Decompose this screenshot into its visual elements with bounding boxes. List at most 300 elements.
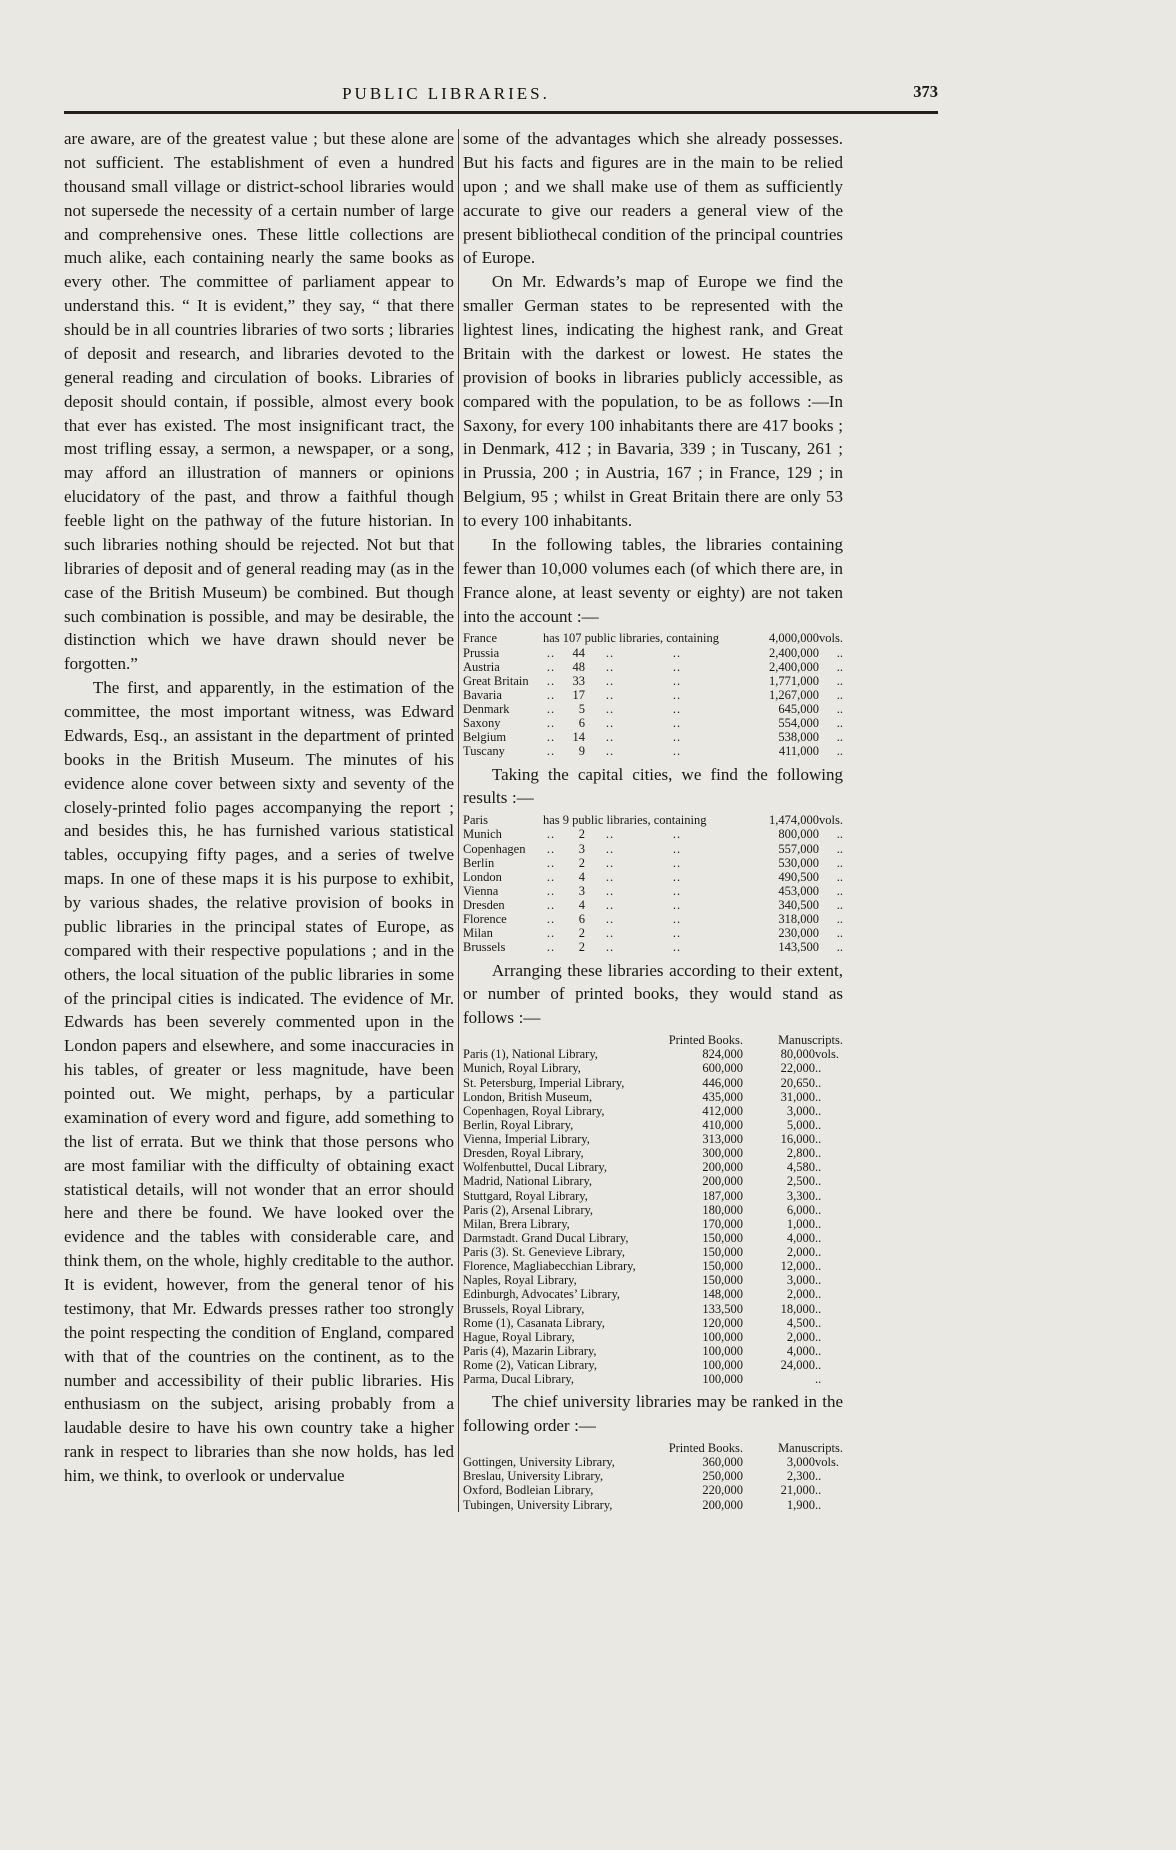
volumes-value: 340,500 — [778, 898, 820, 912]
dot-leader: .. — [546, 926, 556, 941]
unit-label: .. — [815, 1372, 822, 1387]
table-first-row — [463, 631, 843, 645]
manuscripts-value: 4,000 — [786, 1343, 815, 1358]
printed-books-value: 100,000 — [702, 1372, 743, 1387]
dot-leader: .. — [672, 869, 682, 884]
table-row — [463, 870, 843, 884]
table-row — [463, 1330, 843, 1344]
unit-label: .. — [815, 1103, 822, 1118]
table-row — [463, 1174, 843, 1188]
table-row — [463, 1302, 843, 1316]
paragraph: In the following tables, the libraries containing fewer than 10,000 volumes each (of which there are, in France alone, at least seventy or eighty) are not taken into the account :— — [463, 534, 843, 626]
printed-books-value: 446,000 — [702, 1075, 743, 1090]
library-name: Stuttgard, Royal Library, — [463, 1188, 588, 1203]
printed-books-value: 150,000 — [702, 1273, 743, 1288]
table-row — [463, 1217, 843, 1231]
volumes-value: 554,000 — [778, 716, 820, 731]
dot-leader: .. — [605, 702, 615, 716]
page-header — [64, 84, 938, 108]
library-name: Florence, Magliabecchian Library, — [463, 1259, 636, 1274]
library-name: Paris (4), Mazarin Library, — [463, 1343, 597, 1358]
library-name: Rome (1), Casanata Library, — [463, 1315, 605, 1330]
dot-leader: .. — [605, 926, 615, 941]
dot-leader: .. — [672, 659, 682, 674]
country-name: Tuscany — [463, 744, 505, 759]
printed-books-value: 180,000 — [702, 1202, 743, 1217]
table-row — [463, 1118, 843, 1132]
library-name: Breslau, University Library, — [463, 1469, 604, 1484]
volumes-value: 800,000 — [778, 827, 820, 842]
printed-books-value: 360,000 — [702, 1455, 743, 1470]
unit-label: .. — [815, 1259, 822, 1274]
paragraph: are aware, are of the greatest value ; but these alone are not sufficient. The establishment of even a hundred thousand small village or district-school libraries would not supersede the necessity of a certain number of large and comprehensive ones. These little collections are much alike, each containing nearly the same books as every other. The committee of parliament appear to understand this. “ It is evident,” they say, “ that there should be in all countries libraries of two sorts ; libraries of deposit and research, and libraries devoted to the general reading and circulation of books. Libraries of deposit should contain, if possible, almost every book that ever has existed. The most insignificant tract, the most trifling essay, a sermon, a newspaper, or a song, may afford an illustration of manners or opinions elucidatory of the past, and throw a faithful though feeble light on the pathway of the future historian. In such libraries nothing should be rejected. Not but that libraries of deposit and of general reading may (as in the case of the British Museum) be combined. But though such combination is possible, and may be desirable, the distinction which we have drawn should never be forgotten.” — [64, 129, 454, 674]
city-name: Brussels — [463, 940, 506, 955]
dot-leader: .. — [605, 898, 615, 912]
table-row — [463, 1146, 843, 1160]
library-name: Darmstadt. Grand Ducal Library, — [463, 1230, 629, 1245]
dot-leader: .. — [836, 855, 844, 870]
table-row — [463, 1160, 843, 1174]
dot-leader: .. — [836, 673, 844, 688]
manuscripts-value: 3,300 — [786, 1188, 815, 1203]
dot-leader: .. — [546, 730, 556, 745]
unit-label: .. — [815, 1483, 822, 1498]
unit-label: .. — [815, 1315, 822, 1330]
library-count: 4 — [578, 898, 585, 912]
unit-label: .. — [815, 1358, 822, 1372]
printed-books-value: 150,000 — [702, 1245, 743, 1259]
dot-leader: .. — [605, 912, 615, 927]
unit-label: .. — [815, 1245, 822, 1259]
table-caption-text: has 9 public libraries, containing — [543, 813, 707, 828]
printed-books-value: 170,000 — [702, 1216, 743, 1231]
unit-label: .. — [815, 1117, 822, 1132]
dot-leader: .. — [605, 855, 615, 870]
table-row — [463, 842, 843, 856]
capitals-table — [463, 813, 843, 954]
dot-leader: .. — [605, 687, 615, 702]
table-row — [463, 716, 843, 730]
table-row — [463, 702, 843, 716]
printed-books-value: 150,000 — [702, 1259, 743, 1274]
manuscripts-value: 2,000 — [786, 1287, 815, 1302]
unit-label: .. — [815, 1216, 822, 1231]
dot-leader: .. — [605, 869, 615, 884]
university-table — [463, 1441, 843, 1512]
library-count: 2 — [578, 940, 585, 955]
printed-books-value: 313,000 — [702, 1132, 743, 1146]
dot-leader: .. — [605, 827, 615, 842]
dot-leader: .. — [546, 855, 556, 870]
table-row — [463, 1259, 843, 1273]
manuscripts-value — [743, 1372, 815, 1386]
table-first-row — [463, 813, 843, 827]
table-row — [463, 1273, 843, 1287]
table-row — [463, 1104, 843, 1118]
paragraph: On Mr. Edwards’s map of Europe we find the smaller German states to be represented with the lightest lines, indicating the highest rank, and Great Britain with the darkest or lowest. He states the provision of books in libraries publicly accessible, as compared with the population, to be as follows :—In Saxony, for every 100 inhabitants there are 417 books ; in Denmark, 412 ; in Bavaria, 339 ; in Tuscany, 261 ; in Prussia, 200 ; in Austria, 167 ; in France, 129 ; in Belgium, 95 ; whilst in Great Britain there are only 53 to every 100 inhabitants. — [463, 272, 843, 530]
dot-leader: .. — [605, 730, 615, 745]
library-count: 6 — [578, 912, 585, 927]
country-name: Bavaria — [463, 687, 502, 702]
manuscripts-value: 2,000 — [786, 1245, 815, 1259]
dot-leader: .. — [546, 702, 556, 716]
city-name: Paris — [463, 813, 488, 828]
table-row — [463, 1316, 843, 1330]
unit-label: .. — [815, 1202, 822, 1217]
dot-leader: .. — [605, 716, 615, 731]
dot-leader: .. — [836, 702, 844, 716]
dot-leader: .. — [672, 926, 682, 941]
unit-label: .. — [815, 1146, 822, 1161]
table-row — [463, 1469, 843, 1483]
column-header-manuscripts: Manuscripts. — [778, 1441, 843, 1455]
printed-books-value: 150,000 — [702, 1230, 743, 1245]
volumes-value: 230,000 — [778, 926, 820, 941]
library-name: Wolfenbuttel, Ducal Library, — [463, 1160, 607, 1175]
manuscripts-value: 2,300 — [786, 1469, 815, 1484]
column-header-manuscripts: Manuscripts. — [778, 1033, 843, 1048]
volumes-value: 143,500 — [778, 940, 820, 955]
unit-label: .. — [815, 1075, 822, 1090]
printed-books-value: 220,000 — [702, 1483, 743, 1498]
dot-leader: .. — [672, 744, 682, 759]
volumes-value: 1,771,000 — [769, 673, 820, 688]
dot-leader: .. — [836, 716, 844, 731]
table-row — [463, 1483, 843, 1497]
table-row — [463, 1061, 843, 1075]
printed-books-value: 100,000 — [702, 1358, 743, 1372]
table-row — [463, 1498, 843, 1512]
manuscripts-value: 16,000 — [780, 1132, 815, 1146]
volumes-value: 490,500 — [778, 869, 820, 884]
library-name: Naples, Royal Library, — [463, 1273, 577, 1288]
city-name: Milan — [463, 926, 493, 941]
table-row — [463, 1245, 843, 1259]
printed-books-value: 600,000 — [702, 1061, 743, 1076]
dot-leader: .. — [546, 869, 556, 884]
dot-leader: .. — [672, 645, 682, 660]
library-count: 17 — [572, 687, 585, 702]
dot-leader: .. — [836, 645, 844, 660]
unit-label: .. — [815, 1329, 822, 1344]
manuscripts-value: 12,000 — [780, 1259, 815, 1274]
unit-label: vols. — [815, 1047, 839, 1062]
library-count: 2 — [578, 827, 585, 842]
city-name: Florence — [463, 912, 507, 927]
right-paragraphs — [463, 127, 843, 628]
manuscripts-value: 2,500 — [786, 1174, 815, 1189]
table-row — [463, 1231, 843, 1245]
manuscripts-value: 21,000 — [780, 1483, 815, 1498]
dot-leader: .. — [672, 855, 682, 870]
dot-leader: .. — [605, 841, 615, 856]
dot-leader: .. — [672, 940, 682, 955]
manuscripts-value: 80,000 — [780, 1047, 815, 1062]
paragraph: some of the advantages which she already possesses. But his facts and figures are in the main to be relied upon ; and we shall make use of them as sufficiently accurate to give our readers a general view of the present bibliothecal condition of the principal countries of Europe. — [463, 129, 843, 268]
manuscripts-value: 1,000 — [786, 1216, 815, 1231]
library-name: Paris (3). St. Genevieve Library, — [463, 1245, 625, 1259]
printed-books-value: 824,000 — [702, 1047, 743, 1062]
library-name: Hague, Royal Library, — [463, 1329, 575, 1344]
table-row — [463, 1132, 843, 1146]
library-name: Oxford, Bodleian Library, — [463, 1483, 594, 1498]
country-name: Saxony — [463, 716, 501, 731]
table-row — [463, 940, 843, 954]
unit-label: .. — [815, 1301, 822, 1316]
volumes-value: 2,400,000 — [769, 659, 820, 674]
manuscripts-value: 3,000 — [786, 1273, 815, 1288]
library-count: 14 — [572, 730, 585, 745]
unit-label: .. — [815, 1174, 822, 1189]
table-row — [463, 1344, 843, 1358]
library-name: Copenhagen, Royal Library, — [463, 1103, 605, 1118]
printed-books-value: 200,000 — [702, 1160, 743, 1175]
paragraph: Taking the capital cities, we find the following results :— — [463, 764, 843, 808]
paragraph: The chief university libraries may be ranked in the following order :— — [463, 1392, 843, 1436]
unit-label: .. — [815, 1089, 822, 1104]
library-count: 2 — [578, 855, 585, 870]
dot-leader: .. — [836, 827, 844, 842]
table-row — [463, 674, 843, 688]
volumes-value: 2,400,000 — [769, 645, 820, 660]
volumes-value: 530,000 — [778, 855, 820, 870]
dot-leader: .. — [836, 912, 844, 927]
volumes-value: 538,000 — [778, 730, 820, 745]
country-name: Great Britain — [463, 673, 529, 688]
library-name: Gottingen, University Library, — [463, 1455, 615, 1470]
dot-leader: .. — [672, 716, 682, 731]
manuscripts-value: 3,000 — [786, 1103, 815, 1118]
library-name: Paris (2), Arsenal Library, — [463, 1202, 594, 1217]
dot-leader: .. — [605, 673, 615, 688]
dot-leader: .. — [836, 841, 844, 856]
table-row — [463, 856, 843, 870]
printed-books-value: 200,000 — [702, 1174, 743, 1189]
library-name: Dresden, Royal Library, — [463, 1146, 584, 1161]
dot-leader: .. — [546, 716, 556, 731]
printed-books-value: 250,000 — [702, 1469, 743, 1484]
dot-leader: .. — [605, 940, 615, 955]
table-row — [463, 1047, 843, 1061]
volumes-value: 1,267,000 — [769, 687, 820, 702]
dot-leader: .. — [546, 744, 556, 759]
dot-leader: .. — [672, 883, 682, 898]
table-row — [463, 926, 843, 940]
dot-leader: .. — [672, 898, 682, 912]
dot-leader: .. — [836, 883, 844, 898]
column-header-printed-books: Printed Books. — [668, 1441, 743, 1455]
dot-leader: .. — [836, 898, 844, 912]
table-row — [463, 1287, 843, 1301]
printed-books-value: 435,000 — [702, 1089, 743, 1104]
volumes-value: 411,000 — [778, 744, 820, 759]
dot-leader: .. — [672, 673, 682, 688]
dot-leader: .. — [546, 687, 556, 702]
printed-books-value: 100,000 — [702, 1329, 743, 1344]
manuscripts-value: 5,000 — [786, 1117, 815, 1132]
dot-leader: .. — [546, 673, 556, 688]
library-count: 4 — [578, 869, 585, 884]
country-name: France — [463, 631, 498, 646]
printed-books-value: 200,000 — [702, 1497, 743, 1512]
unit-label: .. — [815, 1343, 822, 1358]
library-name: Madrid, National Library, — [463, 1174, 593, 1189]
volumes-value: 453,000 — [778, 883, 820, 898]
dot-leader: .. — [605, 883, 615, 898]
manuscripts-value: 4,000 — [786, 1230, 815, 1245]
volumes-value: 557,000 — [778, 841, 820, 856]
printed-books-value: 100,000 — [702, 1343, 743, 1358]
country-name: Austria — [463, 659, 500, 674]
manuscripts-value: 4,500 — [786, 1315, 815, 1330]
table-row — [463, 1455, 843, 1469]
manuscripts-value: 20,650 — [780, 1075, 815, 1090]
city-name: Copenhagen — [463, 841, 526, 856]
left-column — [64, 127, 454, 1516]
table-row — [463, 730, 843, 744]
printed-books-value: 133,500 — [702, 1301, 743, 1316]
library-name: Brussels, Royal Library, — [463, 1301, 585, 1316]
page-number: 373 — [913, 82, 938, 101]
volumes-value: 318,000 — [778, 912, 820, 927]
table-row — [463, 1203, 843, 1217]
manuscripts-value: 4,580 — [786, 1160, 815, 1175]
dot-leader: .. — [546, 940, 556, 955]
unit-label: vols. — [819, 631, 844, 646]
unit-label: .. — [815, 1497, 822, 1512]
dot-leader: .. — [672, 687, 682, 702]
unit-label: .. — [815, 1188, 822, 1203]
dot-leader: .. — [672, 827, 682, 842]
column-header-printed-books: Printed Books. — [668, 1033, 743, 1048]
unit-label: .. — [815, 1132, 822, 1146]
unit-label: vols. — [819, 813, 844, 828]
libraries-table — [463, 1033, 843, 1386]
printed-books-value: 412,000 — [702, 1103, 743, 1118]
dot-leader: .. — [605, 645, 615, 660]
dot-leader: .. — [836, 730, 844, 745]
city-name: London — [463, 869, 502, 884]
table-row — [463, 660, 843, 674]
table-row — [463, 1189, 843, 1203]
printed-books-value: 410,000 — [702, 1117, 743, 1132]
dot-leader: .. — [546, 912, 556, 927]
unit-label: .. — [815, 1061, 822, 1076]
dot-leader: .. — [836, 940, 844, 955]
manuscripts-value: 2,000 — [786, 1329, 815, 1344]
page-content — [64, 84, 938, 1516]
table-header-row — [463, 1441, 843, 1455]
unit-label: .. — [815, 1273, 822, 1288]
library-count: 2 — [578, 926, 585, 941]
dot-leader: .. — [836, 659, 844, 674]
manuscripts-value: 2,800 — [786, 1146, 815, 1161]
manuscripts-value: 22,000 — [780, 1061, 815, 1076]
dot-leader: .. — [605, 744, 615, 759]
table-row — [463, 898, 843, 912]
manuscripts-value: 1,900 — [786, 1497, 815, 1512]
dot-leader: .. — [605, 659, 615, 674]
library-name: Berlin, Royal Library, — [463, 1117, 574, 1132]
unit-label: .. — [815, 1287, 822, 1302]
library-name: Vienna, Imperial Library, — [463, 1132, 590, 1146]
table-row — [463, 1358, 843, 1372]
paragraph: The first, and apparently, in the estimation of the committee, the most important witness, was Edward Edwards, Esq., an assistant in the department of printed books in the British Museum. The minutes of his evidence alone cover between sixty and seventy of the closely-printed folio pages accompanying the report ; and besides this, he has furnished various statistical tables, occupying fifty pages, and a series of twelve maps. In one of these maps it is his purpose to exhibit, by various shades, the relative provision of books in public libraries in the principal states of Europe, as compared with their respective populations ; and in the others, the local situation of the public libraries in some of the principal cities is indicated. The evidence of Mr. Edwards has been severely commented upon in the London papers and elsewhere, and some inaccuracies in his tables, of greater or less magnitude, have been pointed out. We might, perhaps, by a particular examination of every word and figure, add something to the list of errata. But we think that those persons who are most familiar with the difficulty of obtaining exact statistical details, will not wonder that an error should here and there be found. We have looked over the evidence and the tables with considerable care, and think them, on the whole, highly creditable to the author. It is evident, however, from the general tenor of his testimony, that Mr. Edwards presses rather too strongly the point respecting the condition of England, compared with that of the countries on the continent, as to the number and accessibility of their public libraries. His enthusiasm on the subject, arising probably from a laudable desire to have his own country take a higher rank in respect to libraries than she now holds, has led him, we think, to overlook or undervalue — [64, 678, 454, 1485]
manuscripts-value: 18,000 — [780, 1301, 815, 1316]
column-divider-rule — [458, 129, 459, 1512]
manuscripts-value: 31,000 — [780, 1089, 815, 1104]
library-count: 3 — [578, 841, 585, 856]
library-count: 5 — [578, 702, 585, 716]
city-name: Berlin — [463, 855, 495, 870]
country-name: Belgium — [463, 730, 507, 745]
city-name: Dresden — [463, 898, 505, 912]
table-row — [463, 744, 843, 758]
dot-leader: .. — [836, 926, 844, 941]
manuscripts-value: 6,000 — [786, 1202, 815, 1217]
unit-label: .. — [815, 1230, 822, 1245]
printed-books-value: 300,000 — [702, 1146, 743, 1161]
library-name: Edinburgh, Advocates’ Library, — [463, 1287, 621, 1302]
manuscripts-value: 24,000 — [780, 1358, 815, 1372]
page-title: PUBLIC LIBRARIES. — [342, 84, 550, 103]
right-column — [463, 127, 843, 1516]
table-row — [463, 912, 843, 926]
library-count: 44 — [572, 645, 585, 660]
country-name: Denmark — [463, 702, 510, 716]
library-name: Parma, Ducal Library, — [463, 1372, 574, 1387]
unit-label: vols. — [815, 1455, 839, 1470]
dot-leader: .. — [836, 869, 844, 884]
dot-leader: .. — [672, 702, 682, 716]
dot-leader: .. — [546, 645, 556, 660]
dot-leader: .. — [836, 687, 844, 702]
dot-leader: .. — [546, 827, 556, 842]
table-row — [463, 1090, 843, 1104]
library-name: Milan, Brera Library, — [463, 1216, 570, 1231]
table-header-row — [463, 1033, 843, 1047]
library-name: St. Petersburg, Imperial Library, — [463, 1075, 625, 1090]
volumes-value: 645,000 — [778, 702, 820, 716]
library-name: Munich, Royal Library, — [463, 1061, 581, 1076]
dot-leader: .. — [836, 744, 844, 759]
unit-label: .. — [815, 1469, 822, 1484]
header-rule — [64, 111, 938, 114]
library-count: 48 — [572, 659, 585, 674]
dot-leader: .. — [672, 730, 682, 745]
country-name: Prussia — [463, 645, 500, 660]
table-row — [463, 1372, 843, 1386]
table-row — [463, 688, 843, 702]
table-row — [463, 884, 843, 898]
dot-leader: .. — [546, 841, 556, 856]
library-count: 33 — [572, 673, 585, 688]
dot-leader: .. — [546, 898, 556, 912]
library-name: Rome (2), Vatican Library, — [463, 1358, 597, 1372]
dot-leader: .. — [672, 912, 682, 927]
printed-books-value: 120,000 — [702, 1315, 743, 1330]
library-count: 6 — [578, 716, 585, 731]
library-count: 9 — [578, 744, 585, 759]
volumes-value: 1,474,000 — [769, 813, 820, 828]
dot-leader: .. — [672, 841, 682, 856]
library-count: 3 — [578, 883, 585, 898]
table-caption-text: has 107 public libraries, containing — [543, 631, 720, 646]
countries-table — [463, 631, 843, 758]
library-name: Tubingen, University Library, — [463, 1497, 613, 1512]
unit-label: .. — [815, 1160, 822, 1175]
library-name: Paris (1), National Library, — [463, 1047, 598, 1062]
